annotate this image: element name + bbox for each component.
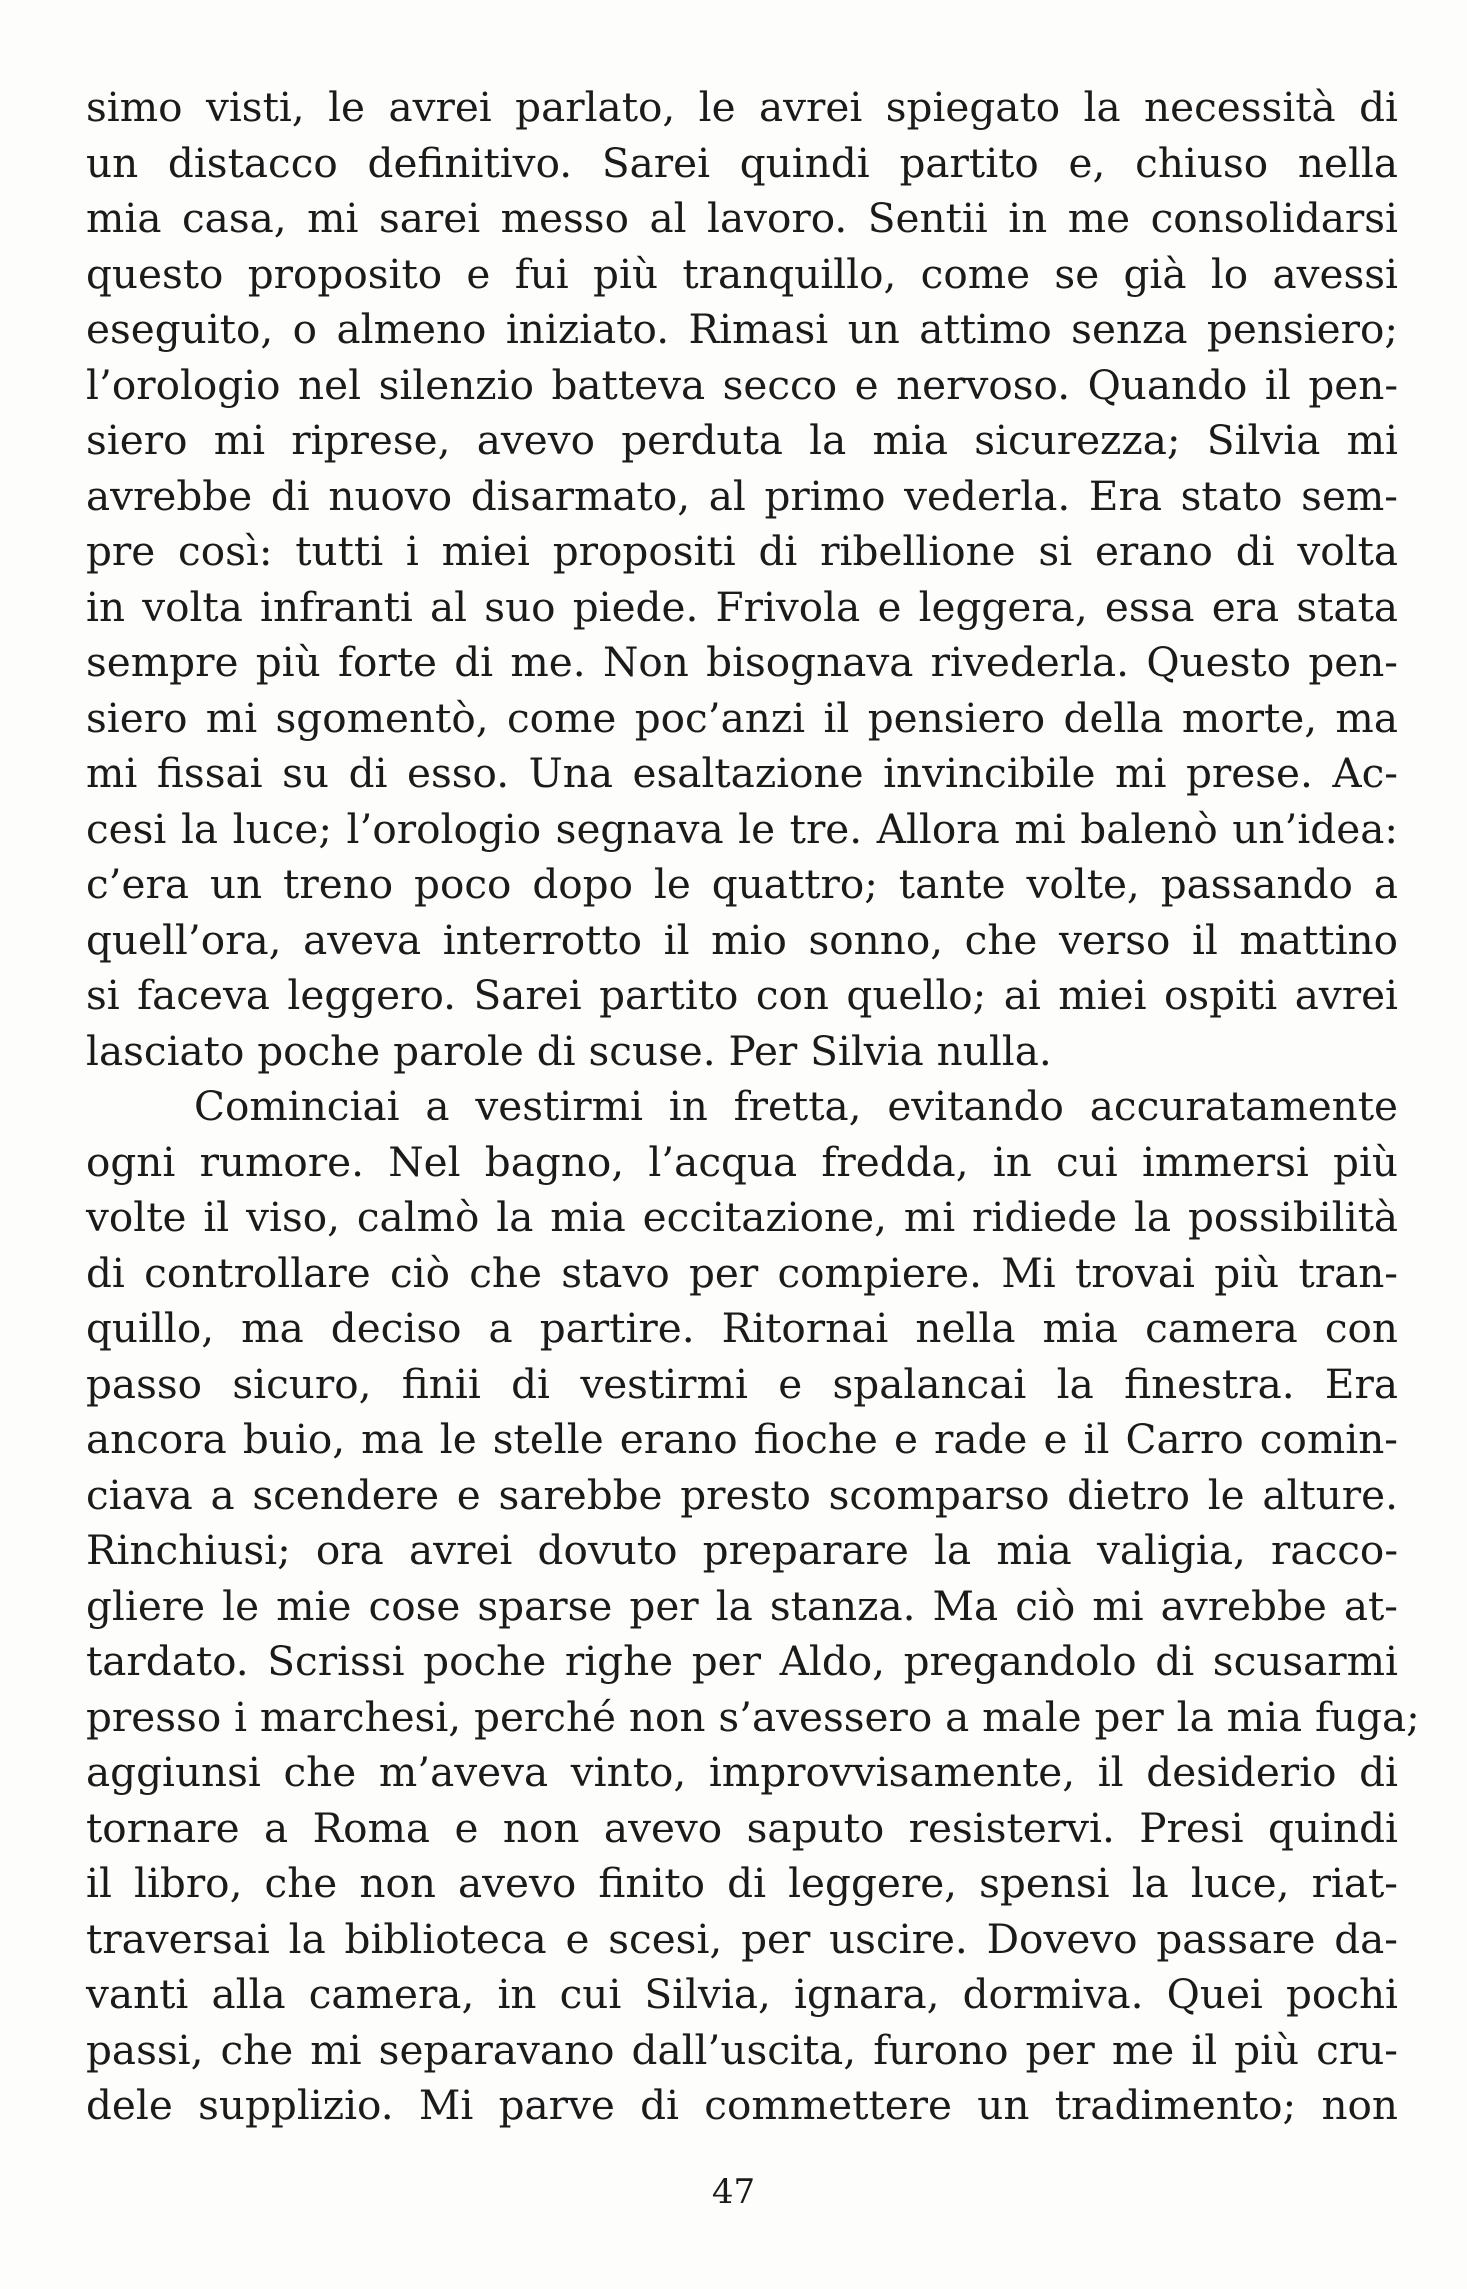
- text-line: pre così: tutti i miei propositi di ribellione si erano di volta: [86, 527, 1398, 575]
- text-line: passi, che mi separavano dall’uscita, furono per me il più cru-: [86, 2025, 1398, 2074]
- text-line: simo visti, le avrei parlato, le avrei spiegato la necessità di: [86, 83, 1398, 131]
- page-number: 47: [711, 2172, 756, 2212]
- text-line: lasciato poche parole di scuse. Per Silvia nulla.: [86, 1026, 1052, 1075]
- text-line: Cominciai a vestirmi in fretta, evitando accuratamente: [194, 1082, 1398, 1130]
- text-line: aggiunsi che m’aveva vinto, improvvisamente, il desiderio di: [86, 1748, 1398, 1796]
- paragraph: [86, 80, 1398, 1079]
- body-text: [86, 80, 1420, 2134]
- text-line: tardato. Scrissi poche righe per Aldo, pregandolo di scusarmi: [86, 1637, 1398, 1685]
- text-line: si faceva leggero. Sarei partito con quello; ai miei ospiti avrei: [86, 971, 1398, 1019]
- text-line: dele supplizio. Mi parve di commettere un tradimento; non: [86, 2081, 1398, 2129]
- text-line: cesi la luce; l’orologio segnava le tre. Allora mi balenò un’idea:: [86, 804, 1398, 853]
- paragraph: [86, 1079, 1420, 2134]
- text-line: presso i marchesi, perché non s’avessero a male per la mia fuga;: [86, 1692, 1420, 1741]
- text-line: siero mi riprese, avevo perduta la mia sicurezza; Silvia mi: [86, 416, 1398, 464]
- text-line: di controllare ciò che stavo per compiere. Mi trovai più tran-: [86, 1248, 1398, 1297]
- text-line: avrebbe di nuovo disarmato, al primo vederla. Era stato sem-: [86, 471, 1398, 520]
- text-line: sempre più forte di me. Non bisognava rivederla. Questo pen-: [86, 638, 1398, 686]
- text-line: vanti alla camera, in cui Silvia, ignara, dormiva. Quei pochi: [86, 1970, 1398, 2018]
- text-line: un distacco definitivo. Sarei quindi partito e, chiuso nella: [86, 138, 1398, 187]
- text-line: Rinchiusi; ora avrei dovuto preparare la mia valigia, racco-: [86, 1526, 1398, 1574]
- text-line: volte il viso, calmò la mia eccitazione, mi ridiede la possibilità: [86, 1193, 1398, 1241]
- text-line: ancora buio, ma le stelle erano fioche e rade e il Carro comin-: [86, 1415, 1398, 1463]
- text-line: traversai la biblioteca e scesi, per uscire. Dovevo passare da-: [86, 1914, 1398, 1963]
- text-line: l’orologio nel silenzio batteva secco e nervoso. Quando il pen-: [86, 360, 1398, 409]
- text-line: questo proposito e fui più tranquillo, come se già lo avessi: [86, 249, 1398, 298]
- text-line: c’era un treno poco dopo le quattro; tante volte, passando a: [86, 860, 1398, 908]
- text-line: passo sicuro, finii di vestirmi e spalancai la finestra. Era: [86, 1359, 1398, 1408]
- text-line: eseguito, o almeno iniziato. Rimasi un attimo senza pensiero;: [86, 305, 1398, 353]
- text-line: in volta infranti al suo piede. Frivola e leggera, essa era stata: [86, 582, 1398, 631]
- text-line: quillo, ma deciso a partire. Ritornai nella mia camera con: [86, 1304, 1398, 1352]
- text-line: il libro, che non avevo finito di leggere, spensi la luce, riat-: [86, 1859, 1398, 1907]
- text-line: siero mi sgomentò, come poc’anzi il pensiero della morte, ma: [86, 693, 1398, 742]
- text-line: quell’ora, aveva interrotto il mio sonno, che verso il mattino: [86, 915, 1398, 964]
- text-line: mia casa, mi sarei messo al lavoro. Sentii in me consolidarsi: [86, 194, 1398, 242]
- text-line: mi fissai su di esso. Una esaltazione invincibile mi prese. Ac-: [86, 749, 1398, 797]
- text-line: tornare a Roma e non avevo saputo resistervi. Presi quindi: [86, 1803, 1398, 1852]
- text-line: ciava a scendere e sarebbe presto scomparso dietro le alture.: [86, 1470, 1398, 1519]
- text-line: ogni rumore. Nel bagno, l’acqua fredda, in cui immersi più: [86, 1137, 1398, 1186]
- text-line: gliere le mie cose sparse per la stanza. Ma ciò mi avrebbe at-: [86, 1581, 1398, 1630]
